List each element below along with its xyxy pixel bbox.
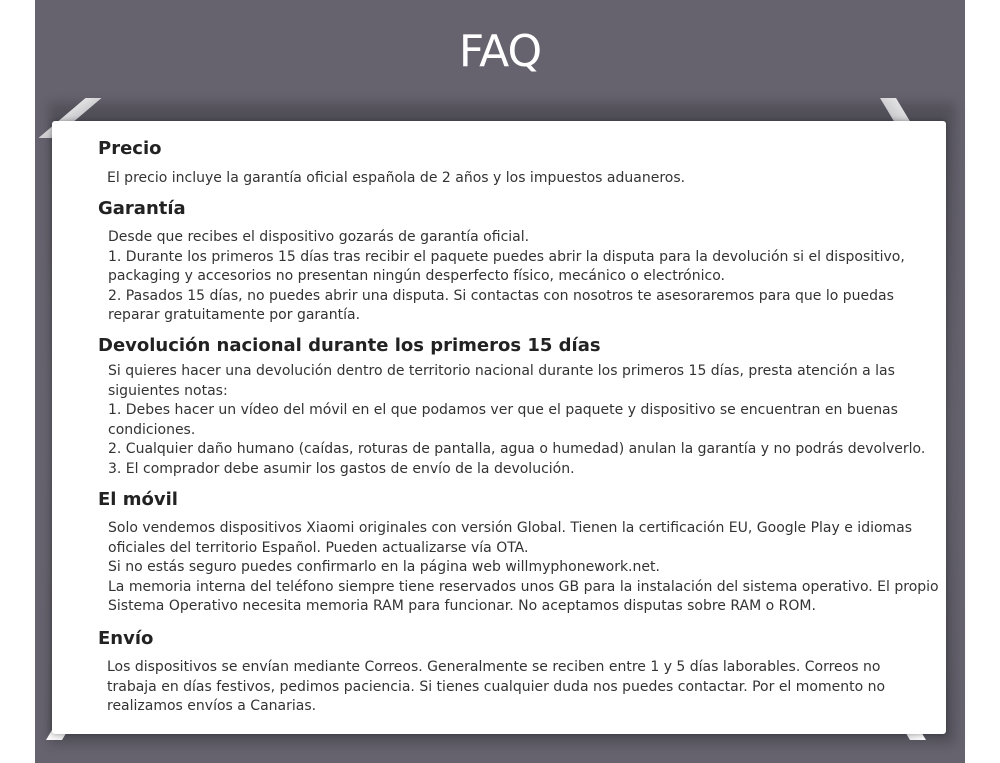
body-line: 1. Durante los primeros 15 días tras recibir el paquete puedes abrir la disputa para la devolución si el dispositivo, [108,248,905,265]
body-line: oficiales del territorio Español. Pueden actualizarse vía OTA. [108,539,529,556]
page-title: FAQ [458,26,542,77]
section-body [98,169,685,189]
section-heading: Envío [98,628,154,649]
body-line: condiciones. [108,421,196,438]
body-line: La memoria interna del teléfono siempre tiene reservados unos GB para la instalación del sistema operativo. El propio [108,578,939,595]
body-line: Sistema Operativo necesita memoria RAM para funcionar. No aceptamos disputas sobre RAM o ROM. [108,598,816,614]
section-precio [98,138,685,189]
section-body [98,228,905,326]
section-body [98,658,885,717]
body-line: Desde que recibes el dispositivo gozarás de garantía oficial. [108,229,530,245]
body-line: siguientes notas: [108,382,228,399]
body-line: Solo vendemos dispositivos Xiaomi originales con versión Global. Tienen la certificación EU, Google Play e idiomas [108,520,913,536]
body-line: 3. El comprador debe asumir los gastos de envío de la devolución. [108,460,575,477]
body-line: realizamos envíos a Canarias. [107,698,317,714]
section-body [98,519,939,617]
section-body [98,362,925,479]
body-line: trabaja en días festivos, pedimos paciencia. Si tienes cualquier duda nos puedes contactar. Por el momento no [107,678,886,695]
body-line: reparar gratuitamente por garantía. [108,307,361,323]
section-heading: Precio [98,138,162,159]
body-line: packaging y accesorios no presentan ningún desperfecto físico, mecánico o electrónico. [108,268,725,284]
section-garantia [98,198,905,326]
section-el-movil [98,489,939,617]
body-line: 2. Cualquier daño humano (caídas, roturas de pantalla, agua o humedad) anulan la garantía y no podrás devolverlo. [108,441,926,457]
section-envio [98,628,885,717]
body-line: 1. Debes hacer un vídeo del móvil en el que podamos ver que el paquete y dispositivo se encuentran en buenas [108,402,898,418]
body-line: El precio incluye la garantía oficial española de 2 años y los impuestos aduaneros. [107,170,686,186]
section-devolucion [98,335,925,479]
body-line: Si no estás seguro puedes confirmarlo en la página web willmyphonework.net. [108,559,660,575]
body-line: 2. Pasados 15 días, no puedes abrir una disputa. Si contactas con nosotros te asesoraremos para que lo puedas [108,287,894,304]
body-line: Los dispositivos se envían mediante Correos. Generalmente se reciben entre 1 y 5 días laborables. Correos no [107,659,881,675]
body-line: Si quieres hacer una devolución dentro de territorio nacional durante los primeros 15 días, presta atención a las [108,363,895,379]
section-heading: Garantía [98,198,186,219]
section-heading: El móvil [98,489,178,510]
section-heading: Devolución nacional durante los primeros 15 días [98,335,601,356]
